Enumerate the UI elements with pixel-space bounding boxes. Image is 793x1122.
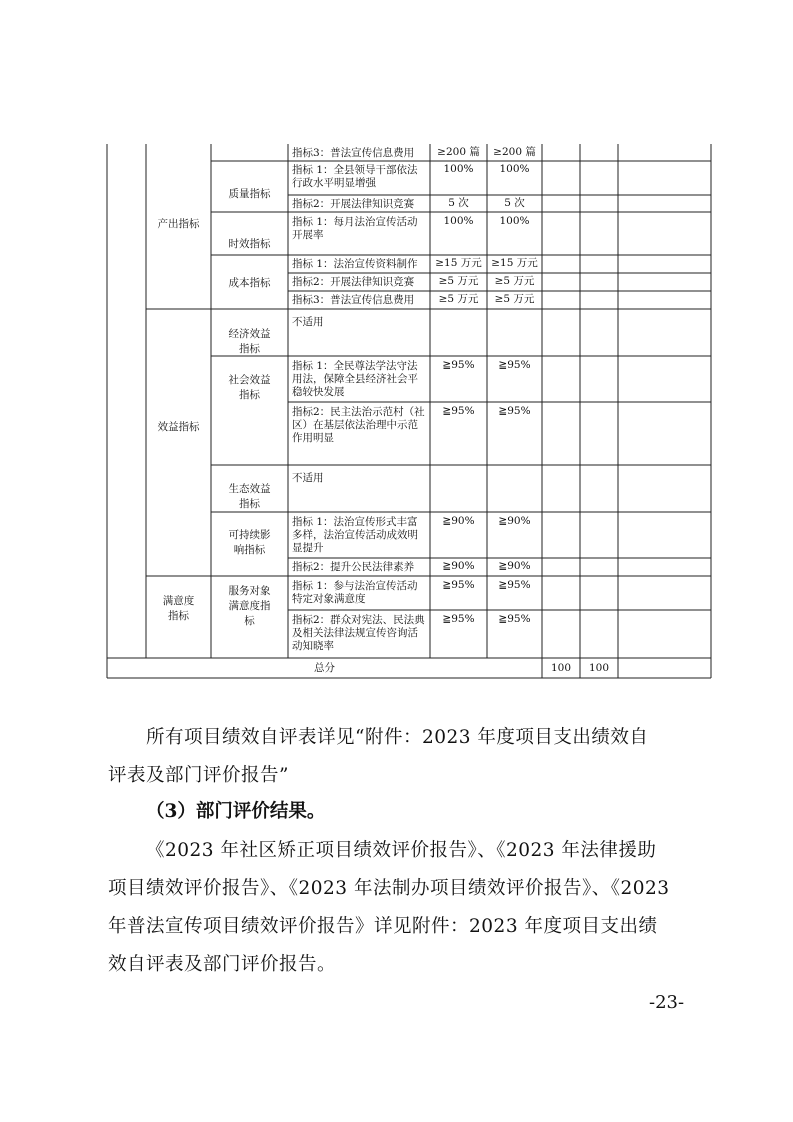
actual-value: ≥200 篇	[493, 146, 536, 158]
sub-ecological: 生态效益 指标	[228, 483, 271, 510]
indicator-text: 指标3：普法宣传信息费用	[292, 147, 415, 159]
indicator-text: 指标 1：每月法治宣传活动开展率	[292, 216, 418, 241]
text-line: 评表及部门评价报告”	[108, 765, 289, 786]
paragraph-reports-cont	[108, 870, 670, 984]
page-number: -23-	[649, 992, 685, 1013]
total-score: 100	[550, 662, 572, 674]
text-line: 年普法宣传项目绩效评价报告》详见附件：2023 年度项目支出绩	[108, 916, 658, 937]
target-value: ≧95%	[442, 359, 475, 371]
indicator-text: 指标 1：全县领导干部依法行政水平明显增强	[292, 164, 418, 189]
indicator-text: 指标3：普法宣传信息费用	[292, 294, 415, 306]
target-value: ≥5 万元	[438, 293, 479, 305]
sub-sustainable: 可持续影 响指标	[228, 529, 271, 556]
sub-quality: 质量指标	[228, 188, 271, 200]
text-line: 《2023 年社区矫正项目绩效评价报告》、《2023 年法律援助	[146, 840, 657, 861]
target-value: ≥200 篇	[437, 146, 480, 158]
text-line: 效自评表及部门评价报告。	[108, 954, 337, 975]
actual-value: ≧95%	[498, 359, 531, 371]
total-label: 总分	[314, 662, 335, 674]
sub-cost: 成本指标	[228, 277, 271, 289]
actual-value: ≥5 万元	[494, 275, 535, 287]
total-score-self: 100	[588, 662, 610, 674]
sub-timeliness: 时效指标	[228, 238, 271, 250]
category-benefit: 效益指标	[157, 421, 200, 433]
actual-value: 100%	[499, 215, 530, 227]
text-line: 所有项目绩效自评表详见“附件：2023 年度项目支出绩效自	[146, 727, 649, 748]
indicator-text: 指标2：开展法律知识竞赛	[292, 276, 415, 288]
category-satisfaction: 满意度 指标	[162, 595, 195, 622]
indicator-text: 指标 1：法治宣传形式丰富多样，法治宣传活动成效明显提升	[292, 516, 418, 554]
target-value: ≥5 万元	[438, 275, 479, 287]
target-value: ≧90%	[442, 560, 475, 572]
indicator-text: 指标2：民主法治示范村（社区）在基层依法治理中示范作用明显	[292, 406, 425, 444]
actual-value: ≥5 万元	[494, 293, 535, 305]
target-value: ≧90%	[442, 515, 475, 527]
paragraph-reports	[146, 832, 656, 870]
actual-value: ≧90%	[498, 515, 531, 527]
indicator-text: 指标2：开展法律知识竞赛	[292, 198, 415, 210]
actual-value: ≧95%	[498, 579, 531, 591]
target-value: 100%	[443, 163, 474, 175]
target-value: ≧95%	[442, 579, 475, 591]
actual-value: 100%	[499, 163, 530, 175]
target-value: ≧95%	[442, 405, 475, 417]
indicator-text: 指标2：群众对宪法、民法典及相关法律法规宣传咨询活动知晓率	[292, 614, 425, 652]
target-value: 100%	[443, 215, 474, 227]
actual-value: ≧95%	[498, 405, 531, 417]
target-value: 5 次	[448, 197, 469, 209]
indicator-text: 指标 1：全民尊法学法守法用法，保障全县经济社会平稳较快发展	[292, 360, 418, 398]
paragraph-attachment-note-cont	[108, 757, 289, 795]
actual-value: ≧95%	[498, 613, 531, 625]
indicator-text: 不适用	[292, 472, 324, 484]
category-output: 产出指标	[157, 218, 200, 230]
sub-economic: 经济效益 指标	[228, 328, 271, 355]
target-value: ≧95%	[442, 613, 475, 625]
indicator-text: 指标2：提升公民法律素养	[292, 561, 415, 573]
actual-value: ≧90%	[498, 560, 531, 572]
actual-value: ≥15 万元	[491, 257, 538, 269]
text-line: 项目绩效评价报告》、《2023 年法制办项目绩效评价报告》、《2023	[108, 878, 670, 899]
target-value: ≥15 万元	[435, 257, 482, 269]
sub-social: 社会效益 指标	[228, 374, 271, 401]
indicator-text: 指标 1：参与法治宣传活动特定对象满意度	[292, 580, 418, 605]
section-heading: （3）部门评价结果。	[146, 801, 326, 822]
paragraph-attachment-note	[146, 719, 648, 757]
sub-service-satisfaction: 服务对象 满意度指 标	[228, 585, 271, 627]
indicator-text: 指标 1：法治宣传资料制作	[292, 258, 418, 270]
indicator-text: 不适用	[292, 316, 324, 328]
actual-value: 5 次	[504, 197, 525, 209]
